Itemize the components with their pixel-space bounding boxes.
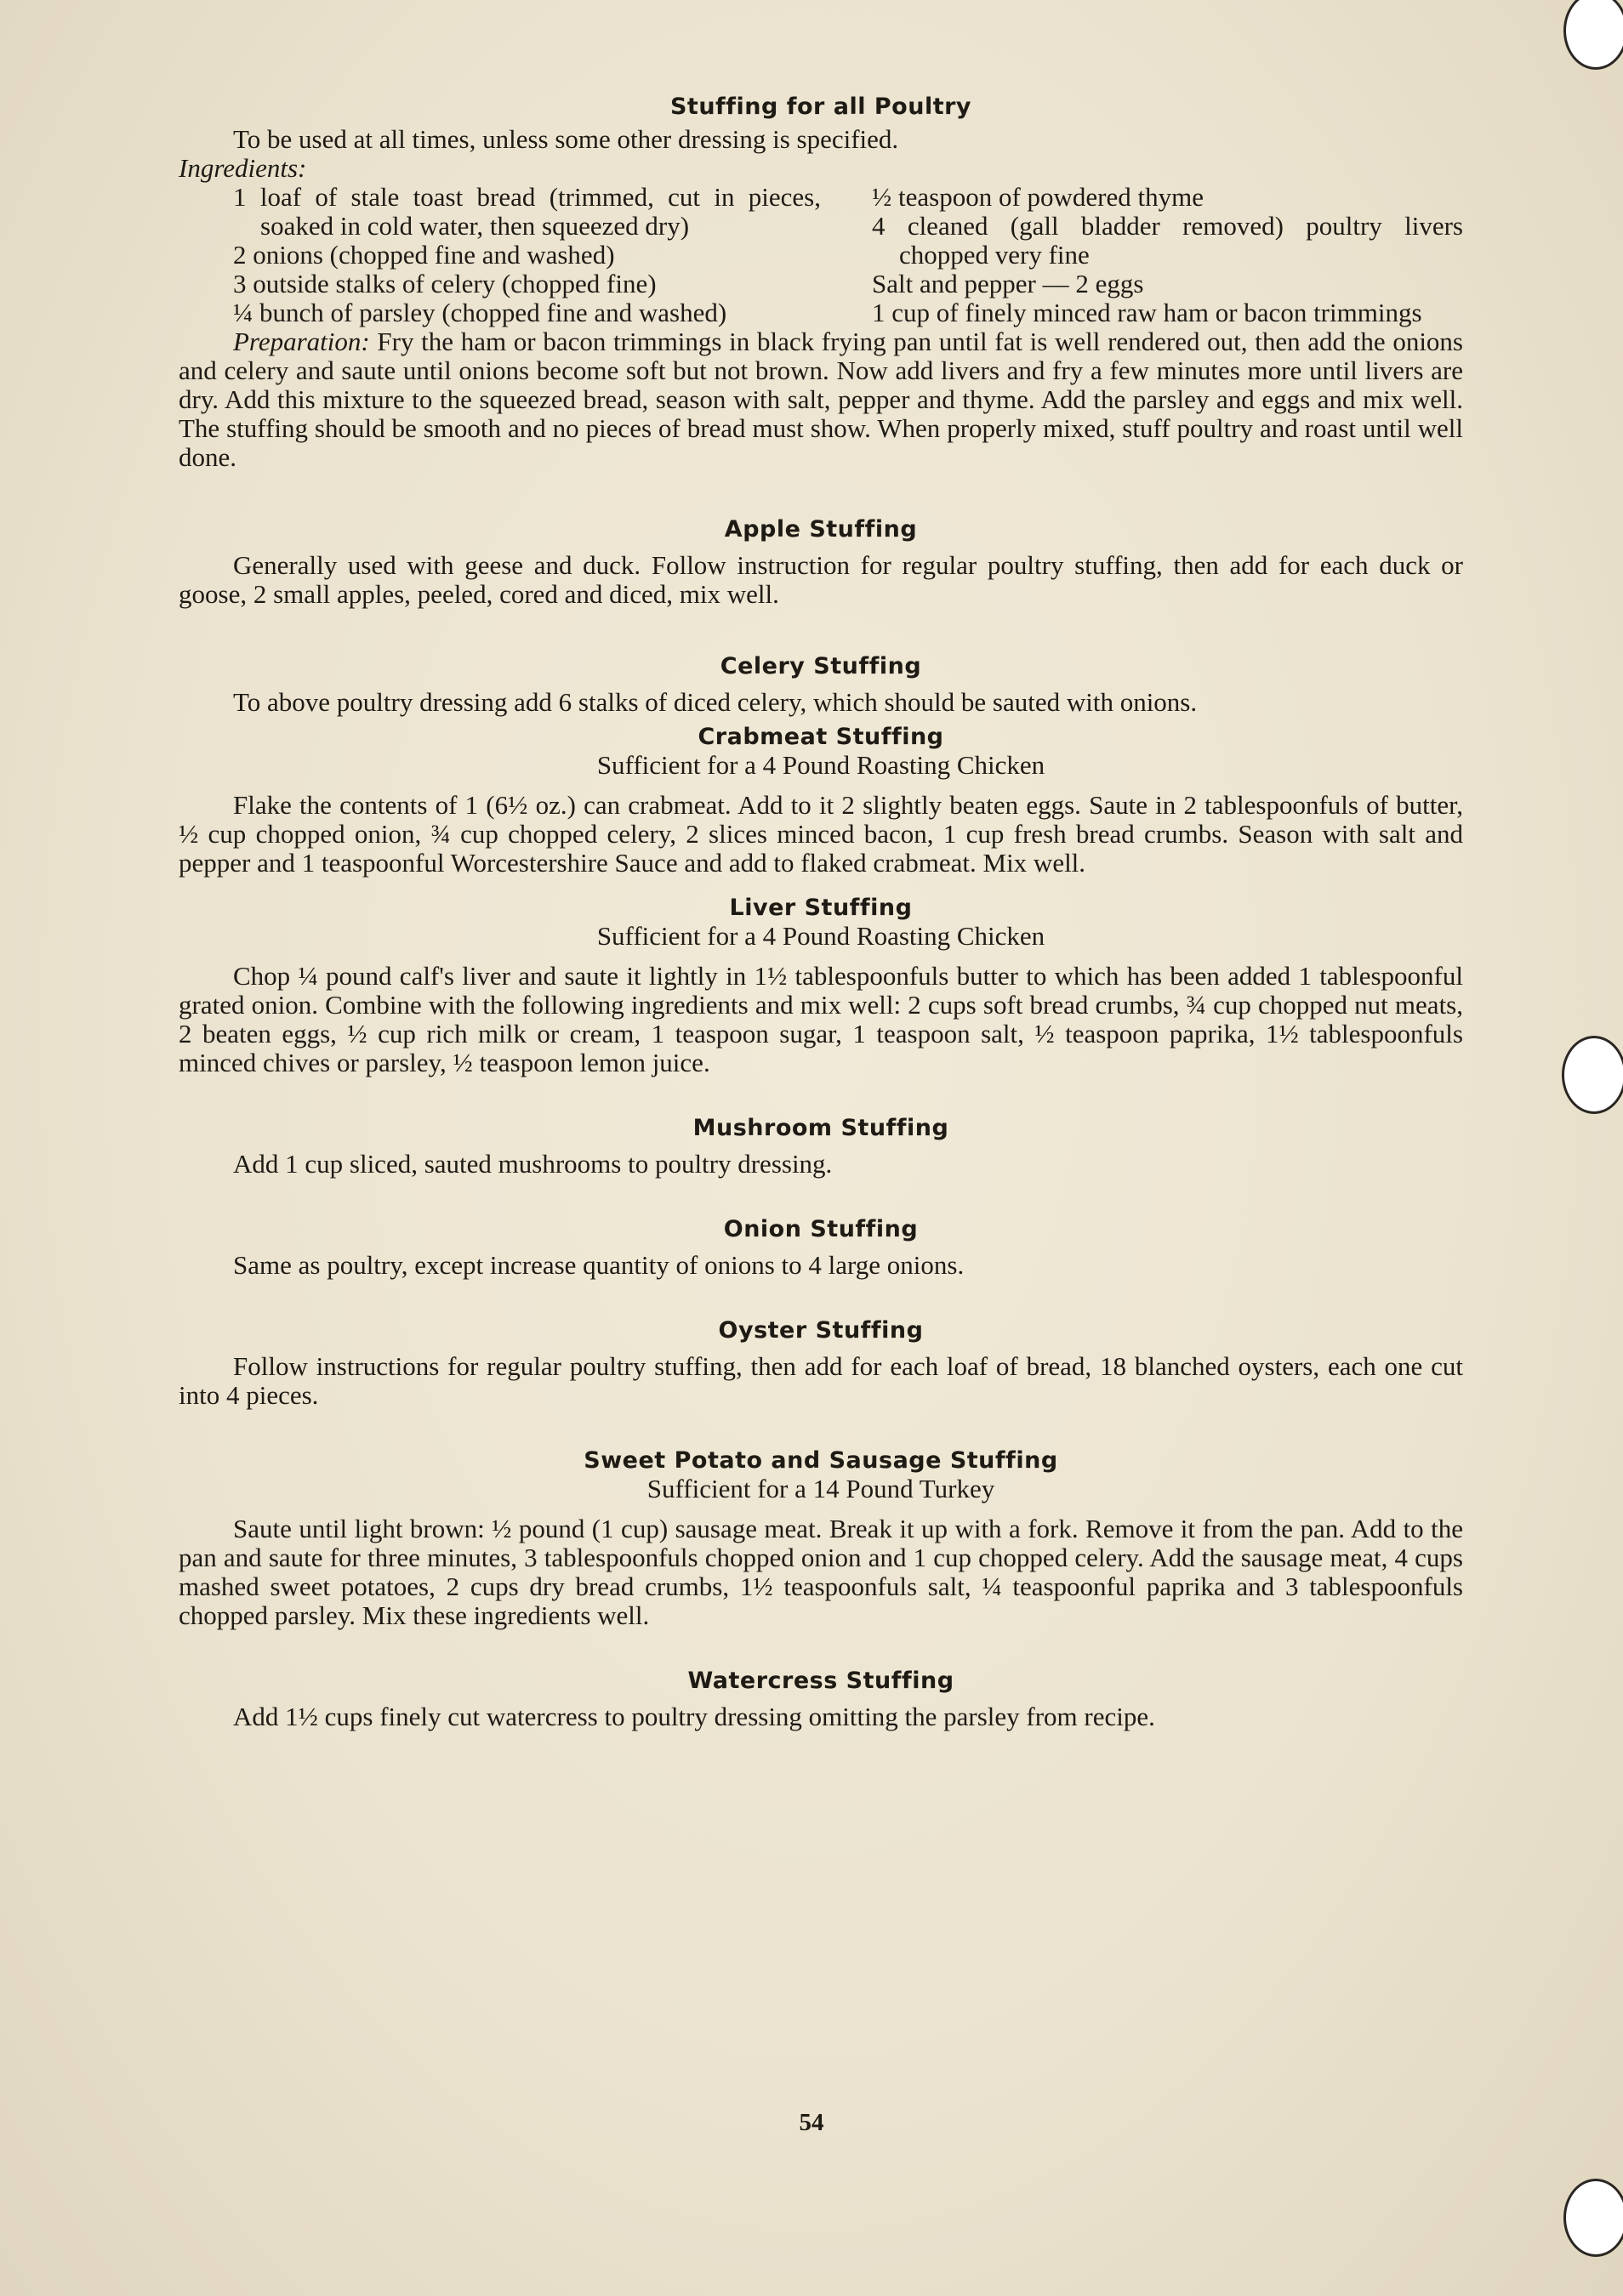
poultry-preparation [179,327,1463,472]
ingredient-item: 1 loaf of stale toast bread (trimmed, cut in pieces, soaked in cold water, then squeezed dry) [233,182,821,241]
liver-stuffing-title: Liver Stuffing [729,895,913,921]
poultry-stuffing-section [179,94,1463,472]
onion-stuffing-title: Onion Stuffing [723,1216,919,1242]
poultry-stuffing-title: Stuffing for all Poultry [669,94,972,120]
mushroom-stuffing-body: Add 1 cup sliced, sauted mushrooms to poultry dressing. [233,1149,833,1179]
sweet-potato-sausage-stuffing-subtitle: Sufficient for a 14 Pound Turkey [646,1474,995,1503]
ingredients-right-column [872,183,1463,327]
ingredients-columns [179,183,1463,327]
preparation-text: Fry the ham or bacon trimmings in black frying pan until fat is well rendered out, then add the onions and celery and saute until onions become soft but not brown. Now add livers and fry a few minutes more until livers are dry. Add this mixture to the squeezed bread, season with salt, pepper and thyme. Add the parsley and eggs and mix well. The stuffing should be smooth and no pieces of bread must show. When properly mixed, stuff poultry and roast until well done. [179,327,1463,472]
oyster-stuffing-body: Follow instructions for regular poultry stuffing, then add for each loaf of bread, 18 blanched oysters, each one cut into 4 pieces. [179,1351,1463,1410]
oyster-stuffing-section [179,1317,1463,1410]
mushroom-stuffing-section [179,1115,1463,1179]
binder-hole-bottom [1563,2179,1623,2257]
crabmeat-stuffing-section [179,724,1463,878]
ingredient-item: ½ teaspoon of powdered thyme [872,182,1204,212]
onion-stuffing-body: Same as poultry, except increase quantity of onions to 4 large onions. [233,1250,965,1280]
crabmeat-stuffing-title: Crabmeat Stuffing [698,724,944,750]
ingredients-left-column [179,183,821,327]
ingredient-item: 2 onions (chopped fine and washed) [233,240,615,270]
apple-stuffing-section [179,516,1463,609]
oyster-stuffing-title: Oyster Stuffing [718,1317,924,1344]
binder-hole-middle [1562,1036,1623,1114]
ingredient-item: Salt and pepper — 2 eggs [872,269,1144,298]
ingredient-item: ¼ bunch of parsley (chopped fine and washed) [233,298,727,327]
mushroom-stuffing-title: Mushroom Stuffing [692,1115,949,1141]
celery-stuffing-title: Celery Stuffing [720,653,922,679]
liver-stuffing-body: Chop ¼ pound calf's liver and saute it lightly in 1½ tablespoonfuls butter to which has been added 1 tablespoonful grated onion. Combine with the following ingredients and mix well: 2 cups soft bread crumbs, ¾ cup chopped nut meats, 2 beaten eggs, ½ cup rich milk or cream, 1 teaspoon sugar, 1 teaspoon salt, ½ teaspoon paprika, 1½ tablespoonfuls minced chives or parsley, ½ teaspoon lemon juice. [179,961,1463,1077]
apple-stuffing-title: Apple Stuffing [724,516,918,543]
sweet-potato-sausage-stuffing-title: Sweet Potato and Sausage Stuffing [584,1447,1058,1474]
ingredient-item: 4 cleaned (gall bladder removed) poultry livers chopped very fine [872,211,1463,270]
onion-stuffing-section [179,1216,1463,1280]
celery-stuffing-section [179,653,1463,717]
crabmeat-stuffing-body: Flake the contents of 1 (6½ oz.) can crabmeat. Add to it 2 slightly beaten eggs. Saute in 2 tablespoonfuls of butter, ½ cup chopped onion, ¾ cup chopped celery, 2 slices minced bacon, 1 cup fresh bread crumbs. Season with salt and pepper and 1 teaspoonful Worcestershire Sauce and add to flaked crabmeat. Mix well. [179,790,1463,878]
celery-stuffing-body: To above poultry dressing add 6 stalks of diced celery, which should be sauted with onions. [233,687,1198,717]
page-number: 54 [799,2109,824,2136]
ingredients-label: Ingredients: [179,153,307,183]
apple-stuffing-body: Generally used with geese and duck. Follow instruction for regular poultry stuffing, then add for each duck or goose, 2 small apples, peeled, cored and diced, mix well. [179,550,1463,609]
sweet-potato-sausage-stuffing-body: Saute until light brown: ½ pound (1 cup) sausage meat. Break it up with a fork. Remove it from the pan. Add to the pan and saute for three minutes, 3 tablespoonfuls chopped onion and 1 cup chopped celery. Add the sausage meat, 4 cups mashed sweet potatoes, 2 cups dry bread crumbs, 1½ teaspoonfuls salt, ¼ teaspoonful paprika and 3 tablespoonfuls chopped parsley. Mix these ingredients well. [179,1514,1463,1630]
watercress-stuffing-section [179,1668,1463,1731]
sweet-potato-sausage-stuffing-section [179,1447,1463,1630]
poultry-stuffing-intro: To be used at all times, unless some other dressing is specified. [233,124,899,154]
liver-stuffing-section [179,895,1463,1077]
recipe-page-content [179,94,1463,1731]
preparation-label: Preparation: [233,327,370,356]
liver-stuffing-subtitle: Sufficient for a 4 Pound Roasting Chicken [596,921,1045,951]
watercress-stuffing-title: Watercress Stuffing [687,1668,954,1694]
watercress-stuffing-body: Add 1½ cups finely cut watercress to poultry dressing omitting the parsley from recipe. [233,1702,1155,1731]
ingredient-item: 3 outside stalks of celery (chopped fine) [233,269,657,298]
ingredient-item: 1 cup of finely minced raw ham or bacon trimmings [872,298,1422,327]
crabmeat-stuffing-subtitle: Sufficient for a 4 Pound Roasting Chicken [596,750,1045,780]
